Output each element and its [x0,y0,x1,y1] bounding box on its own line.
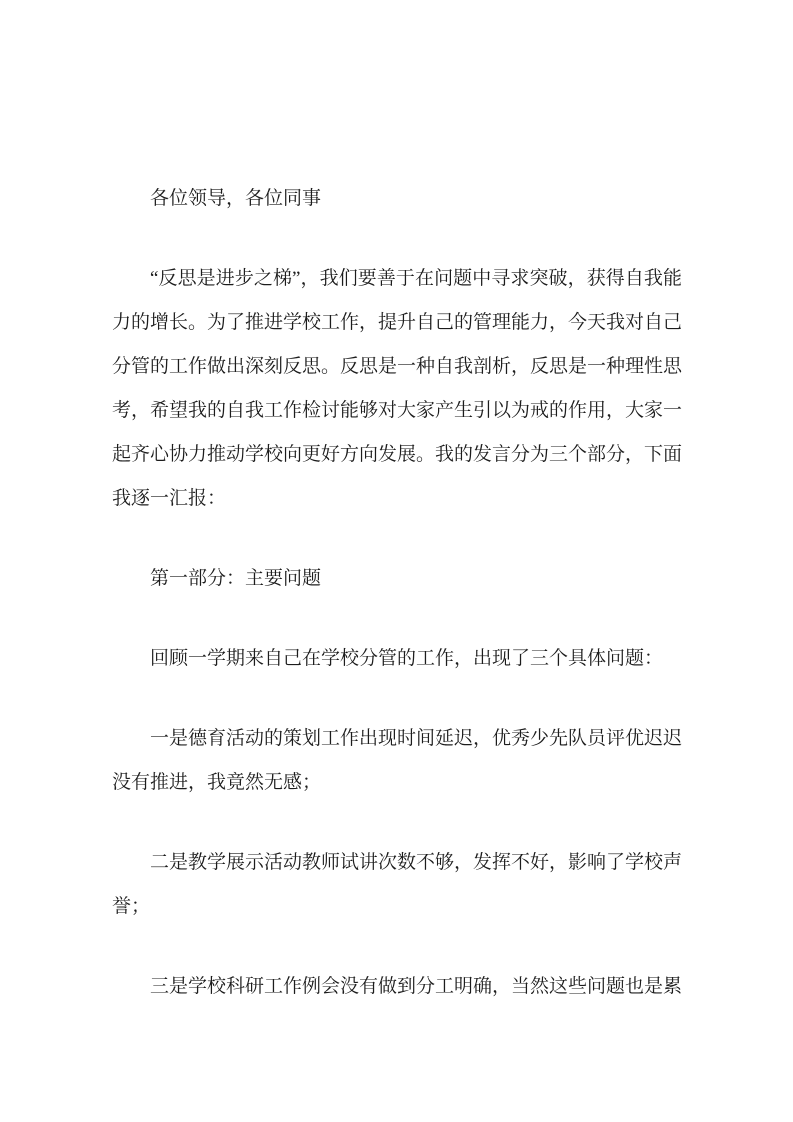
paragraph-overview: 回顾一学期来自己在学校分管的工作，出现了三个具体问题： [150,648,664,669]
paragraph-problem-2: 二是教学展示活动教师试讲次数不够，发挥不好，影响了学校声誉； [112,852,683,917]
paragraph-intro: “反思是进步之梯”，我们要善于在问题中寻求突破，获得自我能力的增长。为了推进学校工作，提升自己的管理能力，今天我对自己分管的工作做出深刻反思。反思是一种自我剖析，反思是一种理性思考，希望我的自我工作检讨能够对大家产生引以为戒的作用，大家一起齐心协力推动学校向更好方向发展。我的发言分为三个部分，下面我逐一汇报： [112,268,683,509]
document-body [112,177,682,1009]
paragraph-section-heading: 第一部分：主要问题 [150,568,322,589]
paragraph-problem-3: 三是学校科研工作例会没有做到分工明确，当然这些问题也是累 [150,976,683,997]
paragraph-problem-1: 一是德育活动的策划工作出现时间延迟，优秀少先队员评优迟迟没有推进，我竟然无感； [112,728,683,793]
paragraph-salutation: 各位领导，各位同事 [150,188,322,209]
